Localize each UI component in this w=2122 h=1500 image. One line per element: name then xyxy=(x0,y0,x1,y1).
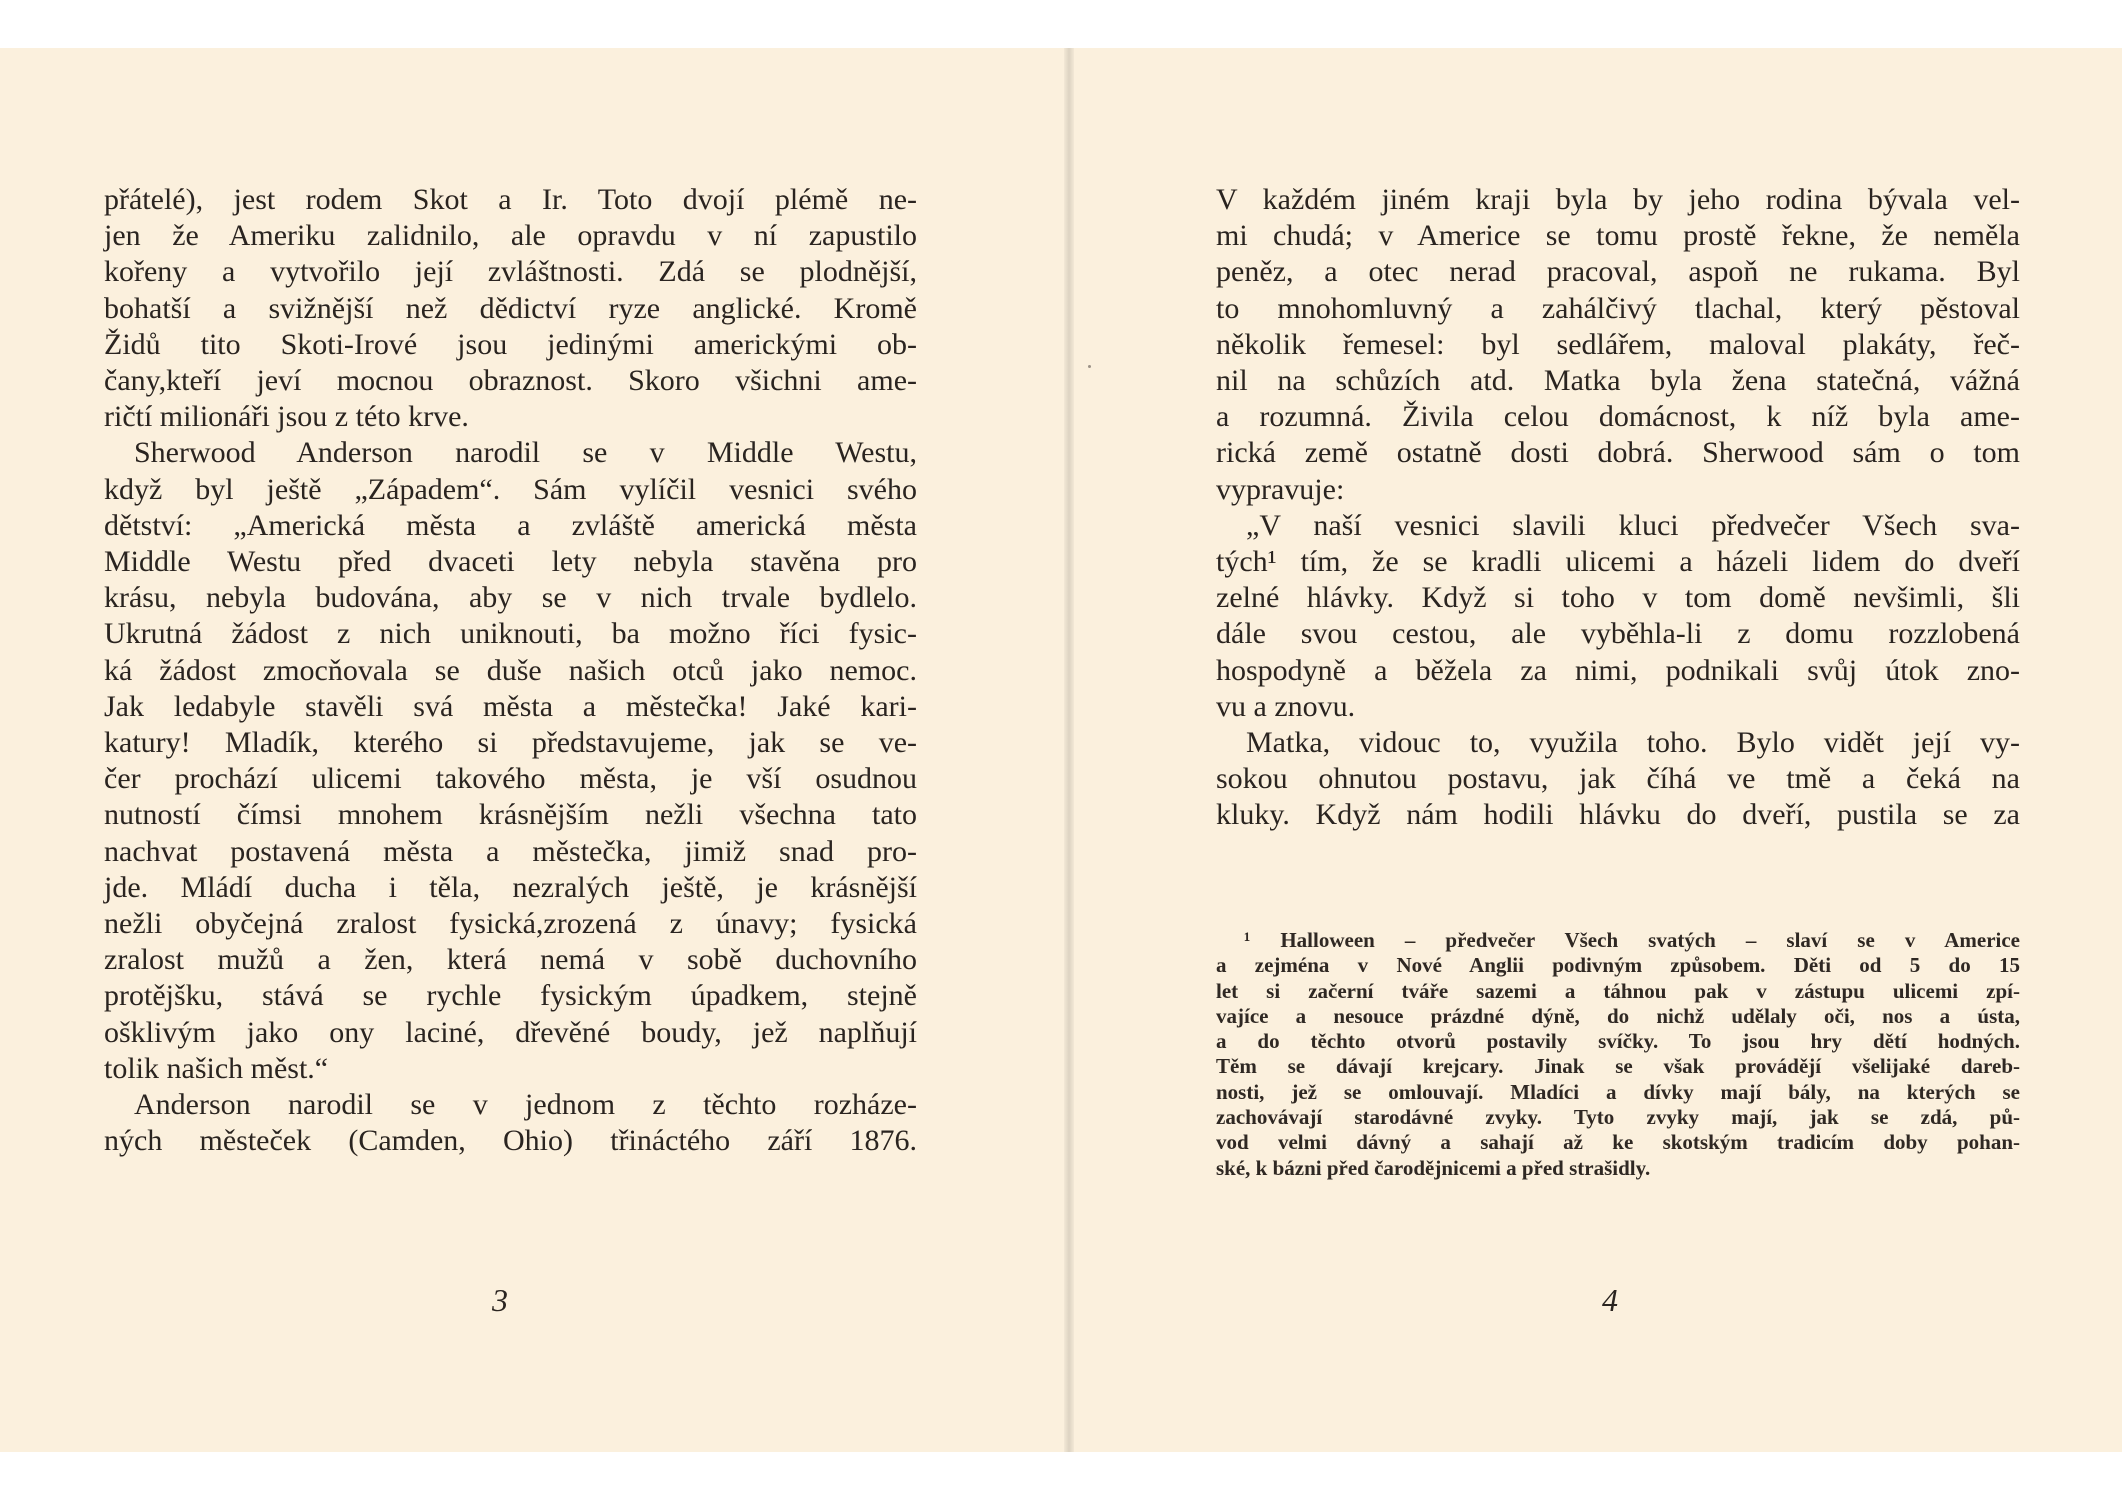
footnote-line: a zejména v Nové Anglii podivným způsobem. Děti od 5 do 15 xyxy=(1216,953,2020,978)
text-line: katury! Mladík, kterého si představujeme, jak se ve- xyxy=(104,726,917,760)
left-page xyxy=(0,48,1064,1452)
text-line: Židů tito Skoti-Irové jsou jedinými americkými ob- xyxy=(104,327,917,361)
text-line: nežli obyčejná zralost fysická,zrozená z únavy; fysická xyxy=(104,907,917,941)
text-line: když byl ještě „Západem“. Sám vylíčil vesnici svého xyxy=(104,472,917,506)
left-page-text xyxy=(104,182,917,1159)
text-line: protějšku, stává se rychle fysickým úpadkem, stejně xyxy=(104,979,917,1013)
left-page-body xyxy=(104,182,917,1159)
text-line: dále svou cestou, ale vyběhla-li z domu rozzlobená xyxy=(1216,617,2020,651)
text-line: vu a znovu. xyxy=(1216,689,1356,723)
text-line: Anderson narodil se v jednom z těchto rozháze- xyxy=(134,1088,917,1122)
right-page xyxy=(1074,48,2122,1452)
text-line: V každém jiném kraji byla by jeho rodina bývala vel- xyxy=(1216,183,2020,216)
text-line: ričtí milionáři jsou z této krve. xyxy=(104,400,469,434)
footnote-line: vajíce a nesouce prázdné dýně, do nichž udělaly oči, nos a ústa, xyxy=(1216,1003,2020,1028)
text-line: zralost mužů a žen, která nemá v sobě duchovního xyxy=(104,943,917,977)
footnote-line: let si začerní tváře sazemi a táhnou pak v zástupu ulicemi zpí- xyxy=(1216,978,2020,1003)
footnote-line: nosti, jež se omlouvají. Mladíci a dívky mají bály, na kterých se xyxy=(1216,1079,2020,1104)
text-line: rická země ostatně dosti dobrá. Sherwood sám o tom xyxy=(1216,436,2020,470)
text-line: sokou ohnutou postavu, jak číhá ve tmě a čeká na xyxy=(1216,762,2020,796)
footnote-line: vod velmi dávný a sahají až ke skotským tradicím doby pohan- xyxy=(1216,1130,2020,1155)
text-line: několik řemesel: byl sedlářem, maloval plakáty, řeč- xyxy=(1216,327,2020,361)
text-line: čer prochází ulicemi takového města, je vší osudnou xyxy=(104,762,917,796)
text-line: vypravuje: xyxy=(1216,472,1345,506)
text-line: krásu, nebyla budována, aby se v nich trvale bydlelo. xyxy=(104,581,917,615)
text-line: ných městeček (Camden, Ohio) třináctého září 1876. xyxy=(104,1124,917,1158)
text-line: dětství: „Americká města a zvláště americká města xyxy=(104,508,917,542)
text-line: bohatší a svižnější než dědictví ryze anglické. Kromě xyxy=(104,291,917,325)
text-line: ošklivým jako ony laciné, dřevěné boudy, jež naplňují xyxy=(104,1015,917,1049)
book-gutter xyxy=(1064,48,1074,1452)
text-line: a rozumná. Živila celou domácnost, k níž byla ame- xyxy=(1216,400,2020,434)
text-line: jen že Ameriku zalidnilo, ale opravdu v ní zapustilo xyxy=(104,219,917,253)
text-line: jde. Mládí ducha i těla, nezralých ještě, je krásnější xyxy=(104,870,917,904)
text-line: Ukrutná žádost z nich uniknouti, ba možno říci fysic- xyxy=(104,617,917,651)
text-line: nil na schůzích atd. Matka byla žena statečná, vážná xyxy=(1216,364,2020,398)
right-page-body xyxy=(1216,182,2020,834)
footnote-line: zachovávají starodávné zvyky. Tyto zvyky mají, jak se zdá, pů- xyxy=(1216,1105,2020,1130)
footnote-line: Těm se dávají krejcary. Jinak se však provádějí všelijaké dareb- xyxy=(1216,1054,2020,1079)
text-line: zelné hlávky. Když si toho v tom domě nevšimli, šli xyxy=(1216,581,2020,615)
text-line: nutností čímsi mnohem krásnějším nežli všechna tato xyxy=(104,798,917,832)
text-line: mi chudá; v Americe se tomu prostě řekne, že neměla xyxy=(1216,219,2020,253)
text-line: Jak ledabyle stavěli svá města a městečka! Jaké kari- xyxy=(104,689,917,723)
right-page-text xyxy=(1216,182,2020,834)
page-number: 4 xyxy=(1602,1282,1618,1318)
text-line: Middle Westu před dvaceti lety nebyla stavěna pro xyxy=(104,545,917,579)
book-spread xyxy=(0,48,2122,1452)
text-line: kluky. Když nám hodili hlávku do dveří, pustila se za xyxy=(1216,798,2020,832)
text-line: čany,kteří jeví mocnou obraznost. Skoro všichni ame- xyxy=(104,364,917,398)
page-number: 3 xyxy=(492,1282,508,1318)
text-line: hospodyně a běžela za nimi, podnikali svůj útok zno- xyxy=(1216,653,2020,687)
footnote-line: a do těchto otvorů postavily svíčky. To jsou hry dětí hodných. xyxy=(1216,1029,2020,1054)
footnote-line: ské, k bázni před čarodějnicemi a před strašidly. xyxy=(1216,1155,1651,1180)
text-line: Sherwood Anderson narodil se v Middle Westu, xyxy=(134,436,917,470)
text-line: „V naší vesnici slavili kluci předvečer Všech sva- xyxy=(1246,508,2020,542)
text-line: přátelé), jest rodem Skot a Ir. Toto dvojí plémě ne- xyxy=(104,183,917,216)
footnote-line: ¹ Halloween – předvečer Všech svatých – slaví se v Americe xyxy=(1244,928,2020,952)
text-line: tých¹ tím, že se kradli ulicemi a házeli lidem do dveří xyxy=(1216,545,2020,579)
text-line: tolik našich měst.“ xyxy=(104,1051,329,1085)
paper-speck xyxy=(1088,365,1091,368)
text-line: nachvat postavená města a městečka, jimiž snad pro- xyxy=(104,834,917,868)
footnote xyxy=(1216,928,2020,1181)
text-line: Matka, vidouc to, využila toho. Bylo vidět její vy- xyxy=(1246,726,2020,760)
text-line: peněz, a otec nerad pracoval, aspoň ne rukama. Byl xyxy=(1216,255,2020,289)
text-line: ká žádost zmocňovala se duše našich otců jako nemoc. xyxy=(104,653,917,687)
text-line: kořeny a vytvořilo její zvláštnosti. Zdá se plodnější, xyxy=(104,255,917,289)
text-line: to mnohomluvný a zahálčivý tlachal, který pěstoval xyxy=(1216,291,2020,325)
